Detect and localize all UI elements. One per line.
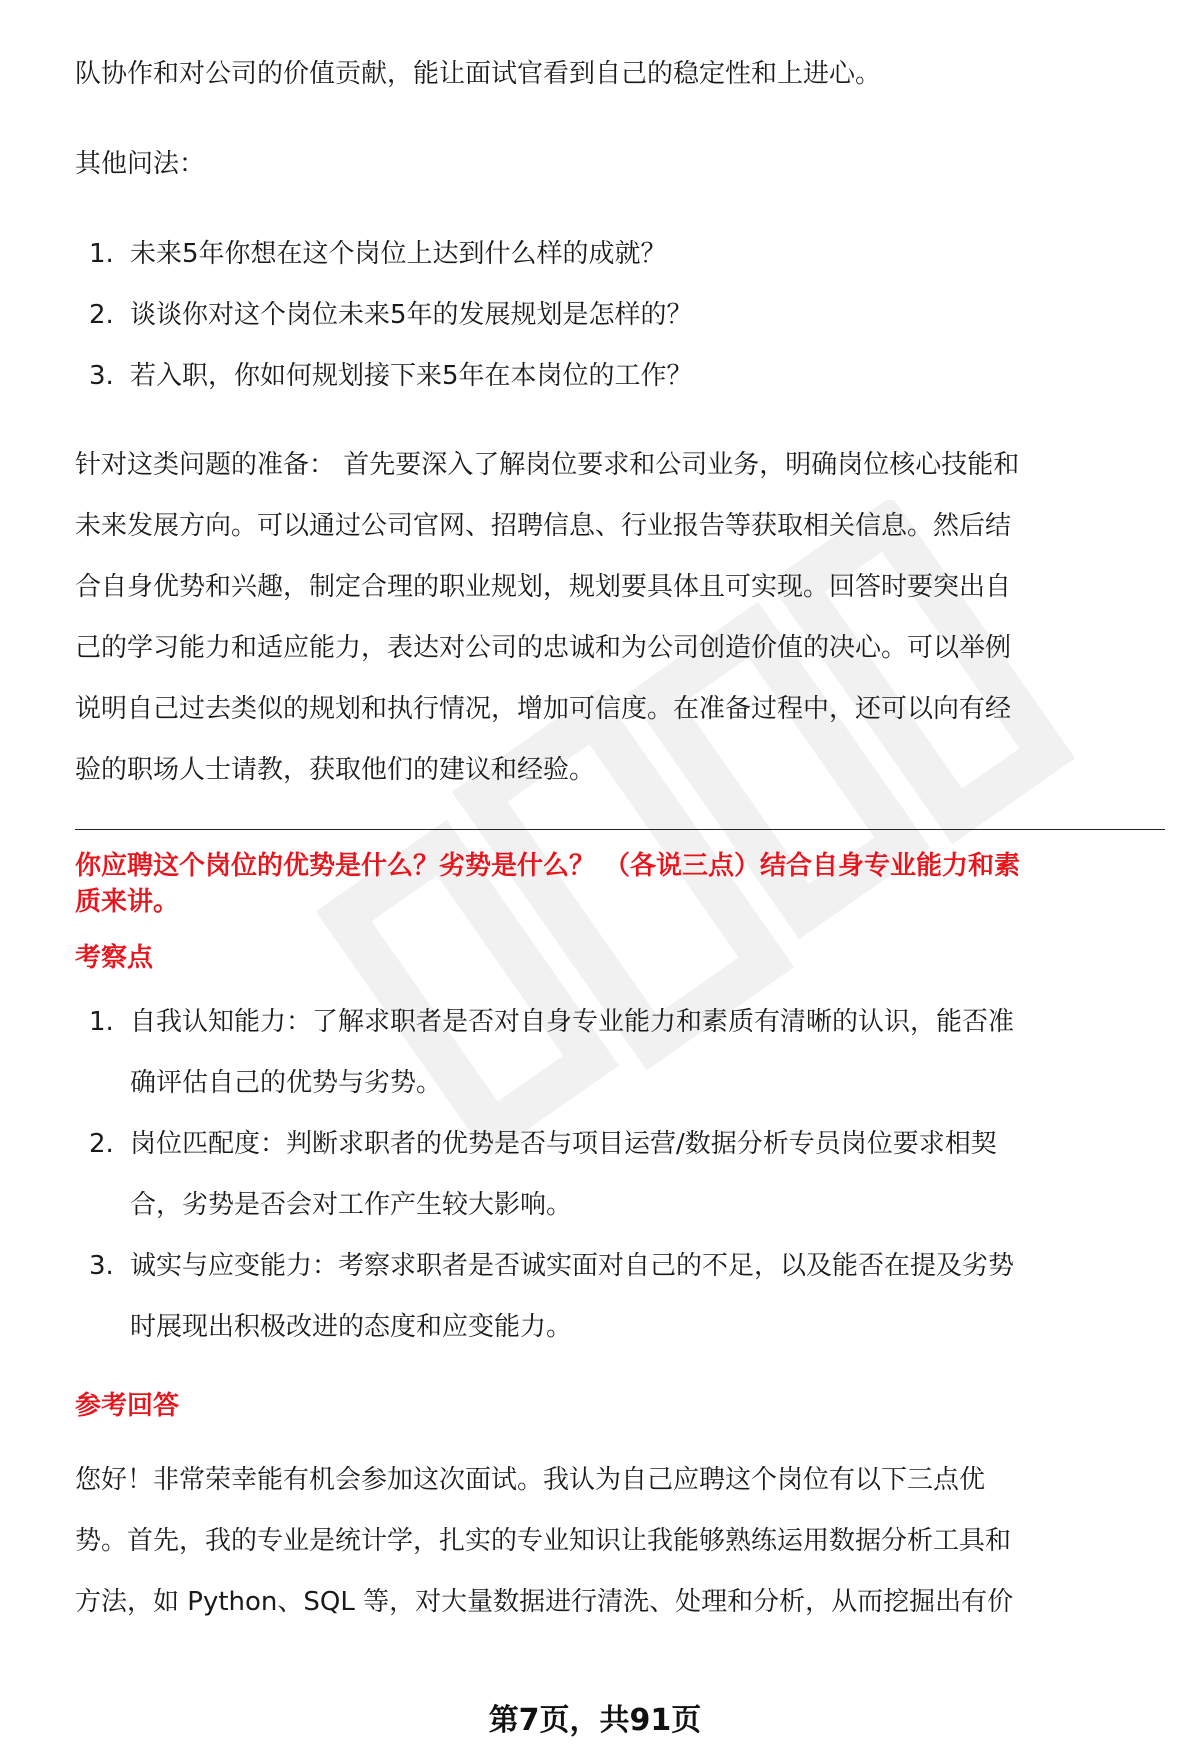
list-item [75,1236,1165,1358]
list-number: 1. [89,1007,114,1037]
paragraph-line: 方法，如 Python、SQL 等，对大量数据进行清洗、处理和分析，从而挖掘出有价 [75,1587,1014,1617]
list-number: 2. [89,300,114,330]
preparation-paragraph [75,435,1165,801]
list-item-text: 若入职，你如何规划接下来5年在本岗位的工作？ [130,361,693,391]
list-number: 3. [89,361,114,391]
list-item-line: 合，劣势是否会对工作产生较大影响。 [130,1190,573,1220]
list-item-line: 自我认知能力：了解求职者是否对自身专业能力和素质有清晰的认识，能否准 [130,1007,1015,1037]
list-number: 2. [89,1129,114,1159]
question-line: 你应聘这个岗位的优势是什么？劣势是什么？ （各说三点）结合自身专业能力和素 [75,851,1021,881]
list-item-text: 谈谈你对这个岗位未来5年的发展规划是怎样的？ [130,300,693,330]
list-item-line: 确评估自己的优势与劣势。 [130,1068,443,1098]
question-line: 质来讲。 [75,887,180,917]
reference-answer [75,1450,1165,1633]
examine-heading: 考察点 [75,943,154,973]
list-item [75,1114,1165,1236]
reference-heading: 参考回答 [75,1391,180,1421]
list-item [75,285,1165,346]
paragraph-line: 未来发展方向。可以通过公司官网、招聘信息、行业报告等获取相关信息。然后结 [75,511,1012,541]
paragraph-line: 说明自己过去类似的规划和执行情况，增加可信度。在准备过程中，还可以向有经 [75,694,1012,724]
list-item-line: 诚实与应变能力：考察求职者是否诚实面对自己的不足，以及能否在提及劣势 [130,1251,1015,1281]
list-item [75,224,1165,285]
paragraph-line: 己的学习能力和适应能力，表达对公司的忠诚和为公司创造价值的决心。可以举例 [75,633,1012,663]
list-item-line: 时展现出积极改进的态度和应变能力。 [130,1312,573,1342]
other-questions-label: 其他问法： [75,149,206,179]
paragraph-line: 势。首先，我的专业是统计学，扎实的专业知识让我能够熟练运用数据分析工具和 [75,1526,1012,1556]
other-questions-list [75,224,1165,407]
list-number: 3. [89,1251,114,1281]
paragraph-line: 验的职场人士请教，获取他们的建议和经验。 [75,755,596,785]
list-item [75,992,1165,1114]
paragraph-line: 合自身优势和兴趣，制定合理的职业规划，规划要具体且可实现。回答时要突出自 [75,572,1012,602]
section-divider [75,829,1165,830]
list-item-line: 岗位匹配度：判断求职者的优势是否与项目运营/数据分析专员岗位要求相契 [130,1129,997,1159]
interview-question [75,848,1165,920]
examine-points-list [75,992,1165,1358]
page-content [75,44,1165,1633]
list-number: 1. [89,239,114,269]
list-item [75,346,1165,407]
paragraph-line: 针对这类问题的准备： 首先要深入了解岗位要求和公司业务，明确岗位核心技能和 [75,450,1020,480]
page-number: 第7页，共91页 [488,1703,702,1738]
list-item-text: 未来5年你想在这个岗位上达到什么样的成就？ [130,239,667,269]
intro-tail-text: 队协作和对公司的价值贡献，能让面试官看到自己的稳定性和上进心。 [75,59,882,89]
paragraph-line: 您好！非常荣幸能有机会参加这次面试。我认为自己应聘这个岗位有以下三点优 [75,1465,986,1495]
